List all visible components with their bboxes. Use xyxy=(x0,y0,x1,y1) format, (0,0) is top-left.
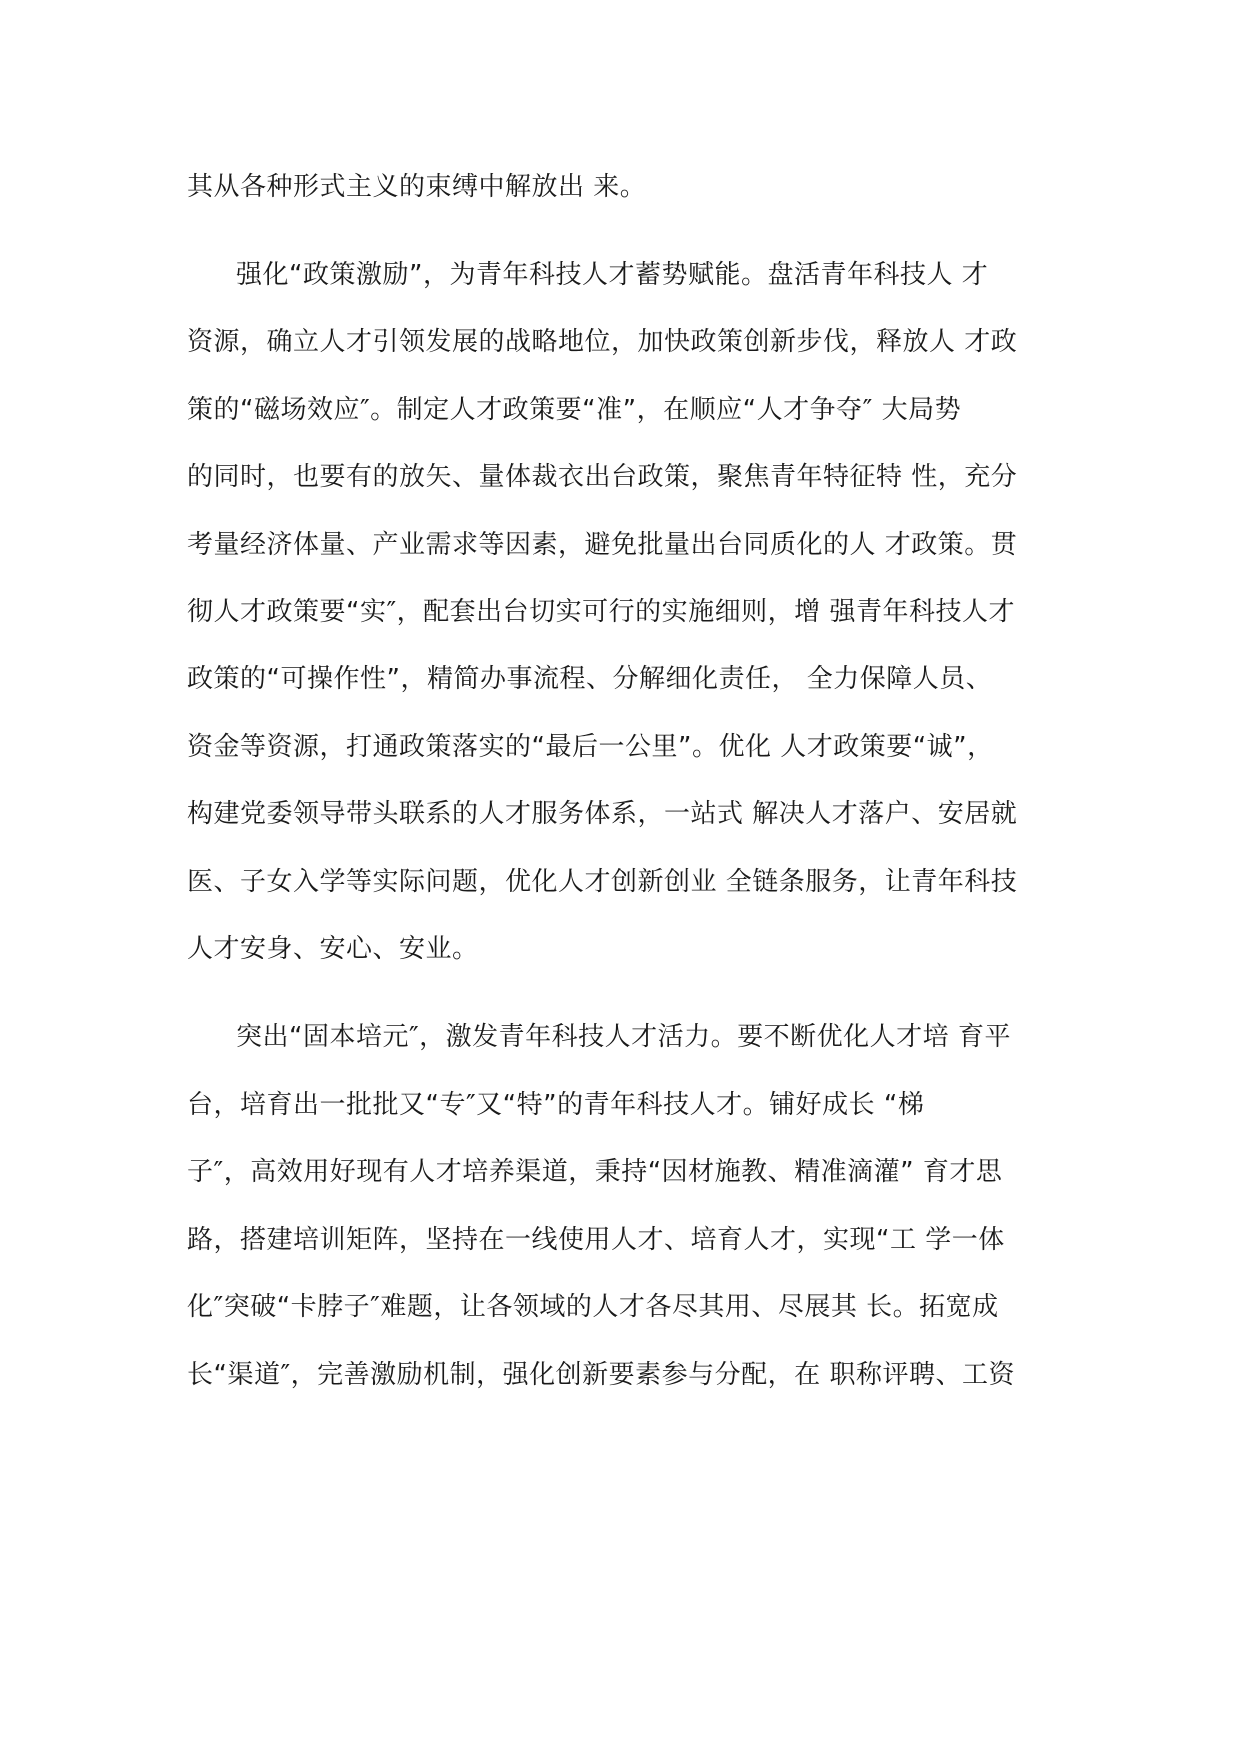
paragraph-line: 路，搭建培训矩阵，坚持在一线使用人才、培育人才，实现“工 学一体 xyxy=(187,1225,1005,1255)
paragraph-line: 资金等资源，打通政策落实的“最后一公里”。优化 人才政策要“诚”， xyxy=(187,732,994,762)
paragraph-line: 子″，高效用好现有人才培养渠道，秉持“因材施教、精准滴灌” 育才思 xyxy=(187,1157,1003,1187)
paragraph-line: 强化“政策激励”，为青年科技人才蓄势赋能。盘活青年科技人 才 xyxy=(236,260,989,290)
paragraph-line: 突出“固本培元″，激发青年科技人才活力。要不断优化人才培 育平 xyxy=(236,1022,1011,1052)
paragraph-line: 化″突破“卡脖子″难题，让各领域的人才各尽其用、尽展其 长。拓宽成 xyxy=(187,1292,999,1322)
paragraph-line: 政策的“可操作性”，精简办事流程、分解细化责任， 全力保障人员、 xyxy=(187,664,993,694)
paragraph-line: 台，培育出一批批又“专″又“特”的青年科技人才。铺好成长 “梯 xyxy=(187,1090,925,1120)
paragraph-line: 人才安身、安心、安业。 xyxy=(187,934,479,964)
paragraph-line: 构建党委领导带头联系的人才服务体系，一站式 解决人才落户、安居就 xyxy=(187,799,1018,829)
paragraph-line: 彻人才政策要“实″，配套出台切实可行的实施细则，增 强青年科技人才 xyxy=(187,597,1015,627)
paragraph-line: 考量经济体量、产业需求等因素，避免批量出台同质化的人 才政策。贯 xyxy=(187,530,1018,560)
paragraph-line: 医、子女入学等实际问题，优化人才创新创业 全链条服务，让青年科技 xyxy=(187,867,1018,897)
paragraph-line: 长“渠道″，完善激励机制，强化创新要素参与分配，在 职称评聘、工资 xyxy=(187,1360,1015,1390)
paragraph-line: 的同时，也要有的放矢、量体裁衣出台政策，聚焦青年特征特 性，充分 xyxy=(187,462,1018,492)
paragraph-line: 资源，确立人才引领发展的战略地位，加快政策创新步伐，释放人 才政 xyxy=(187,327,1018,357)
paragraph-line: 策的“磁场效应″。制定人才政策要“准”，在顺应“人才争夺″ 大局势 xyxy=(187,395,962,425)
paragraph-line: 其从各种形式主义的束缚中解放出 来。 xyxy=(187,172,647,202)
